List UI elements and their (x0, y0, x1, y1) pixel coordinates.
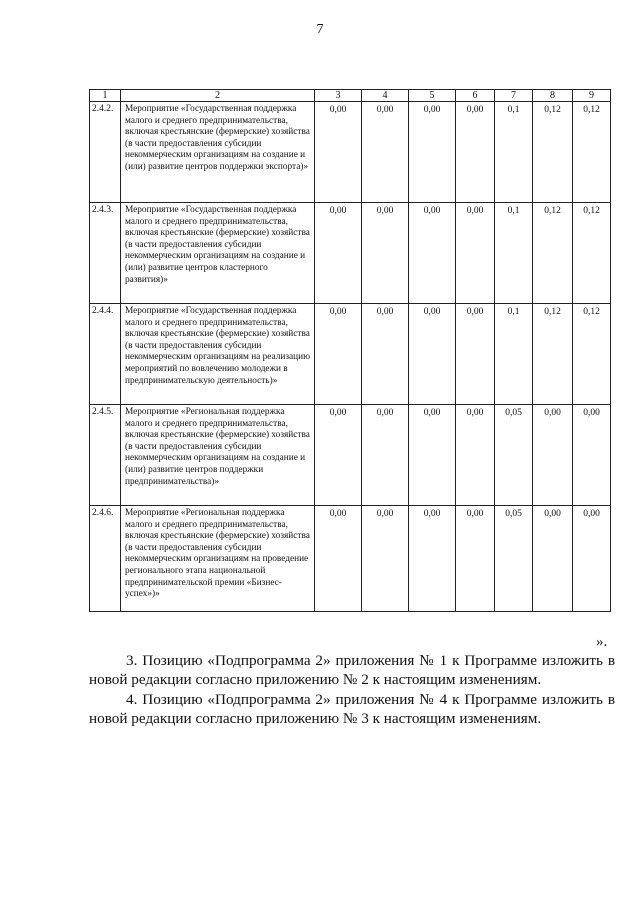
row-description: Мероприятие «Государственная поддержка малого и среднего предпринимательства, включая крестьянские (фермерские) хозяйства (в части предоставления субсидии некоммерческим организациям на создание и (или) развитие центров кластерного развития)» (121, 203, 315, 304)
column-header: 2 (121, 90, 315, 102)
column-header: 6 (456, 90, 495, 102)
column-header: 1 (90, 90, 121, 102)
value-cell: 0,00 (409, 203, 456, 304)
column-header: 7 (495, 90, 533, 102)
value-cell: 0,00 (456, 405, 495, 506)
value-cell: 0,00 (409, 506, 456, 612)
value-cell: 0,12 (573, 102, 611, 203)
table-row (90, 405, 611, 506)
value-cell: 0,1 (495, 203, 533, 304)
row-code: 2.4.3. (90, 203, 121, 304)
paragraph-text: 3. Позицию «Подпрограмма 2» приложения № 1 к Программе изложить в новой редакции согласно приложению № 2 к настоящим изменениям. (89, 652, 615, 688)
value-cell: 0,00 (456, 304, 495, 405)
value-cell: 0,00 (409, 102, 456, 203)
row-code: 2.4.5. (90, 405, 121, 506)
value-cell: 0,00 (456, 203, 495, 304)
value-cell: 0,05 (495, 405, 533, 506)
column-header: 9 (573, 90, 611, 102)
value-cell: 0,12 (573, 304, 611, 405)
table-row (90, 102, 611, 203)
paragraph (89, 651, 615, 689)
column-header: 5 (409, 90, 456, 102)
value-cell: 0,00 (456, 102, 495, 203)
page-number: 7 (316, 22, 324, 37)
table-row (90, 203, 611, 304)
row-code: 2.4.6. (90, 506, 121, 612)
table-row (90, 506, 611, 612)
value-cell: 0,12 (533, 304, 573, 405)
table-header-row (90, 90, 611, 102)
value-cell: 0,05 (495, 506, 533, 612)
row-description: Мероприятие «Государственная поддержка малого и среднего предпринимательства, включая крестьянские (фермерские) хозяйства (в части предоставления субсидии некоммерческим организациям на создание и (или) развитие центров поддержки экспорта)» (121, 102, 315, 203)
row-description: Мероприятие «Региональная поддержка малого и среднего предпринимательства, включая крестьянские (фермерские) хозяйства (в части предоставления субсидии некоммерческим организациям на проведение регионального этапа национальной предпринимательской премии «Бизнес-успех»)» (121, 506, 315, 612)
value-cell: 0,12 (573, 203, 611, 304)
value-cell: 0,00 (533, 506, 573, 612)
value-cell: 0,00 (315, 102, 362, 203)
value-cell: 0,12 (533, 102, 573, 203)
value-cell: 0,00 (362, 203, 409, 304)
value-cell: 0,00 (362, 506, 409, 612)
value-cell: 0,00 (456, 506, 495, 612)
paragraph-text: 4. Позицию «Подпрограмма 2» приложения № 4 к Программе изложить в новой редакции согласно приложению № 3 к настоящим изменениям. (89, 691, 615, 727)
row-description: Мероприятие «Региональная поддержка малого и среднего предпринимательства, включая крестьянские (фермерские) хозяйства (в части предоставления субсидии некоммерческим организациям на создание и (или) развитие центров поддержки предпринимательства)» (121, 405, 315, 506)
value-cell: 0,1 (495, 102, 533, 203)
value-cell: 0,00 (409, 304, 456, 405)
value-cell: 0,12 (533, 203, 573, 304)
value-cell: 0,00 (315, 506, 362, 612)
column-header: 4 (362, 90, 409, 102)
paragraph (89, 690, 615, 728)
row-code: 2.4.4. (90, 304, 121, 405)
column-header: 3 (315, 90, 362, 102)
value-cell: 0,00 (315, 405, 362, 506)
value-cell: 0,1 (495, 304, 533, 405)
value-cell: 0,00 (573, 506, 611, 612)
row-description: Мероприятие «Государственная поддержка малого и среднего предпринимательства, включая крестьянские (фермерские) хозяйства (в части предоставления субсидии некоммерческим организациям на реализацию мероприятий по вовлечению молодежи в предпринимательскую деятельность)» (121, 304, 315, 405)
measures-table (89, 89, 611, 612)
closing-quote-mark: ». (596, 634, 608, 650)
value-cell: 0,00 (533, 405, 573, 506)
row-code: 2.4.2. (90, 102, 121, 203)
value-cell: 0,00 (362, 304, 409, 405)
value-cell: 0,00 (315, 203, 362, 304)
table-row (90, 304, 611, 405)
column-header: 8 (533, 90, 573, 102)
value-cell: 0,00 (362, 102, 409, 203)
value-cell: 0,00 (362, 405, 409, 506)
value-cell: 0,00 (409, 405, 456, 506)
value-cell: 0,00 (573, 405, 611, 506)
value-cell: 0,00 (315, 304, 362, 405)
